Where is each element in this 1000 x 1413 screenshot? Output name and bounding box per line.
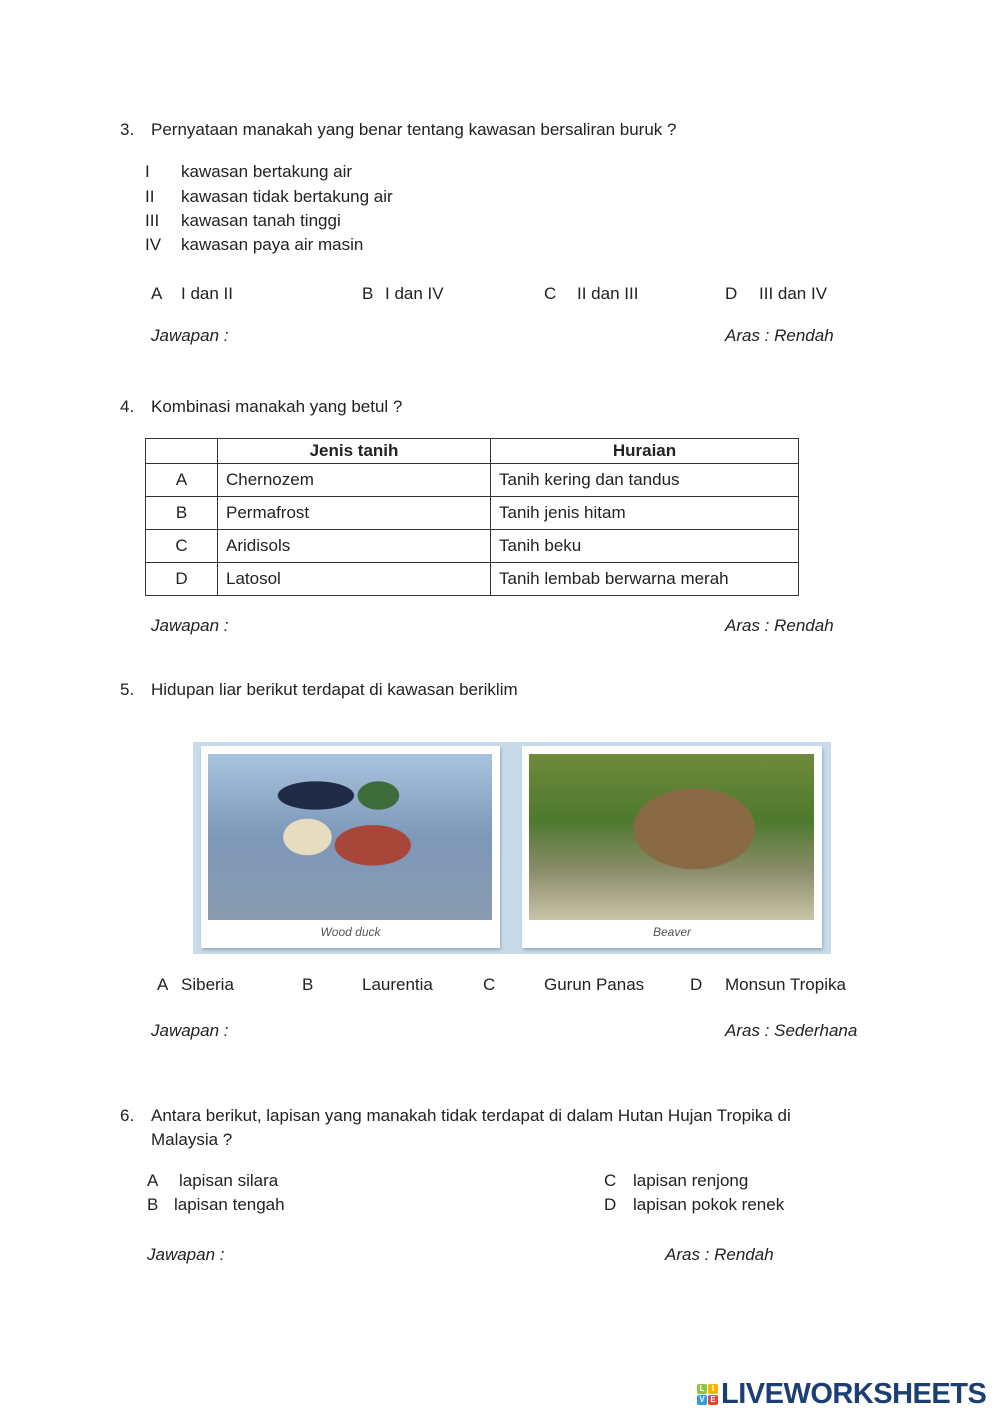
- q3-level: Aras : Rendah: [725, 326, 834, 345]
- q6-question: Antara berikut, lapisan yang manakah tidak terdapat di dalam Hutan Hujan Tropika di: [151, 1106, 791, 1125]
- header-cell: Jenis tanih: [218, 439, 491, 464]
- q5-number: 5.: [120, 680, 135, 699]
- q6-option-c: lapisan renjong: [633, 1171, 749, 1190]
- q6-answer-label: Jawapan :: [147, 1245, 225, 1264]
- q3-option-b: I dan IV: [385, 284, 444, 303]
- q5-option-a: Siberia: [181, 975, 234, 994]
- q6-option-b: lapisan tengah: [174, 1195, 285, 1214]
- q3-statement-num: III: [145, 211, 160, 230]
- q3-statement-num: I: [145, 162, 150, 181]
- soil-type: Permafrost: [218, 497, 491, 530]
- q6-option-a: lapisan silara: [179, 1171, 279, 1190]
- q6-level: Aras : Rendah: [665, 1245, 774, 1264]
- table-row: [146, 530, 799, 563]
- row-letter: C: [146, 530, 218, 563]
- wildlife-images: [193, 742, 831, 954]
- q3-option-letter: C: [544, 284, 557, 303]
- q5-option-d: Monsun Tropika: [725, 975, 846, 994]
- q5-answer-label: Jawapan :: [151, 1021, 229, 1040]
- row-letter: B: [146, 497, 218, 530]
- q5-option-b: Laurentia: [362, 975, 433, 994]
- q3-statement-num: II: [145, 187, 155, 206]
- logo-block: I: [708, 1384, 718, 1394]
- wood-duck-image: [208, 754, 492, 920]
- logo-block: E: [708, 1395, 718, 1405]
- q3-statement: kawasan paya air masin: [181, 235, 364, 254]
- q3-number: 3.: [120, 120, 135, 139]
- q6-number: 6.: [120, 1106, 135, 1125]
- q4-level: Aras : Rendah: [725, 616, 834, 635]
- q5-option-letter: D: [690, 975, 703, 994]
- soil-type: Latosol: [218, 563, 491, 596]
- table-row: [146, 563, 799, 596]
- q6-option-letter: C: [604, 1171, 617, 1190]
- q6-question-cont: Malaysia ?: [151, 1130, 233, 1149]
- soil-description: Tanih beku: [491, 530, 799, 563]
- q6-option-letter: B: [147, 1195, 159, 1214]
- row-letter: A: [146, 464, 218, 497]
- soil-description: Tanih kering dan tandus: [491, 464, 799, 497]
- q3-option-d: III dan IV: [759, 284, 828, 303]
- q3-statement: kawasan tidak bertakung air: [181, 187, 393, 206]
- q4-number: 4.: [120, 397, 135, 416]
- q6-option-letter: D: [604, 1195, 617, 1214]
- q3-statement: kawasan bertakung air: [181, 162, 353, 181]
- row-letter: D: [146, 563, 218, 596]
- q3-option-letter: B: [362, 284, 374, 303]
- q4-question: Kombinasi manakah yang betul ?: [151, 397, 403, 416]
- logo-block: V: [697, 1395, 707, 1405]
- q5-question: Hidupan liar berikut terdapat di kawasan beriklim: [151, 680, 518, 699]
- q3-statement-num: IV: [145, 235, 162, 254]
- wood-duck-card: [201, 746, 500, 948]
- beaver-image: [529, 754, 814, 920]
- logo-block: L: [697, 1384, 707, 1394]
- liveworksheets-logo: [697, 1378, 986, 1411]
- q5-option-c: Gurun Panas: [544, 975, 645, 994]
- soil-type: Aridisols: [218, 530, 491, 563]
- logo-blocks-icon: [697, 1384, 718, 1405]
- image-caption: Wood duck: [320, 925, 381, 939]
- table-header: [146, 439, 799, 464]
- soil-type: Chernozem: [218, 464, 491, 497]
- beaver-card: [522, 746, 822, 948]
- q6-option-d: lapisan pokok renek: [633, 1195, 785, 1214]
- q3-option-letter: D: [725, 284, 738, 303]
- q3-option-a: I dan II: [181, 284, 233, 303]
- soil-table: [145, 438, 799, 596]
- q5-option-letter: C: [483, 975, 496, 994]
- q5-option-letter: B: [302, 975, 314, 994]
- q5-level: Aras : Sederhana: [725, 1021, 858, 1040]
- q3-option-c: II dan III: [577, 284, 639, 303]
- q6-option-letter: A: [147, 1171, 159, 1190]
- q3-statement: kawasan tanah tinggi: [181, 211, 341, 230]
- header-cell: [146, 439, 218, 464]
- table-row: [146, 464, 799, 497]
- soil-description: Tanih lembab berwarna merah: [491, 563, 799, 596]
- image-caption: Beaver: [652, 925, 692, 939]
- table-row: [146, 497, 799, 530]
- q3-answer-label: Jawapan :: [151, 326, 229, 345]
- soil-description: Tanih jenis hitam: [491, 497, 799, 530]
- q5-option-letter: A: [157, 975, 169, 994]
- logo-text: LIVEWORKSHEETS: [721, 1378, 987, 1410]
- header-cell: Huraian: [491, 439, 799, 464]
- q3-option-letter: A: [151, 284, 163, 303]
- q4-answer-label: Jawapan :: [151, 616, 229, 635]
- q3-question: Pernyataan manakah yang benar tentang kawasan bersaliran buruk ?: [151, 120, 677, 139]
